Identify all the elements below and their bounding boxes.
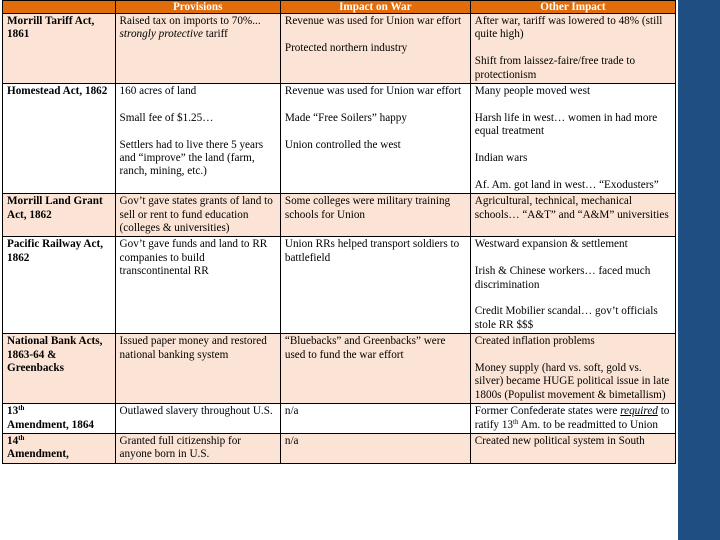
provisions-cell: Raised tax on imports to 70%... strongly protective tariff	[115, 14, 280, 84]
provisions-cell: 160 acres of land Small fee of $1.25… Settlers had to live there 5 years and “improve” the land (farm, ranch, mining, etc.)	[115, 84, 280, 194]
header-impact-on-war: Impact on War	[280, 1, 470, 14]
emphasis-required: required	[620, 405, 658, 418]
provisions-cell: Issued paper money and restored national banking system	[115, 334, 280, 404]
other-impact-cell: Agricultural, technical, mechanical schools… “A&T” and “A&M” universities	[470, 194, 675, 237]
header-law	[3, 1, 116, 14]
table-row	[3, 194, 676, 237]
table-row	[3, 14, 676, 84]
header-other-impact: Other Impact	[470, 1, 675, 14]
war-impact-cell: n/a	[280, 404, 470, 434]
war-impact-cell: Revenue was used for Union war effort Made “Free Soilers” happy Union controlled the west	[280, 84, 470, 194]
law-name: Morrill Land Grant Act, 1862	[3, 194, 116, 237]
war-impact-cell: n/a	[280, 434, 470, 464]
other-impact-cell: Created inflation problems Money supply (hard vs. soft, gold vs. silver) became HUGE political issue in late 1800s (Populist movement & bimetallism)	[470, 334, 675, 404]
slide-side-bar	[678, 0, 720, 540]
war-impact-cell: “Bluebacks” and Greenbacks” were used to fund the war effort	[280, 334, 470, 404]
provisions-cell: Gov’t gave states grants of land to sell or rent to fund education (colleges & universities)	[115, 194, 280, 237]
provisions-cell: Outlawed slavery throughout U.S.	[115, 404, 280, 434]
table-row	[3, 404, 676, 434]
law-name: National Bank Acts, 1863-64 & Greenbacks	[3, 334, 116, 404]
law-name: 13th Amendment, 1864	[3, 404, 116, 434]
header-row	[3, 1, 676, 14]
table-row	[3, 434, 676, 464]
header-provisions: Provisions	[115, 1, 280, 14]
table-row	[3, 334, 676, 404]
law-name: Pacific Railway Act, 1862	[3, 237, 116, 334]
war-impact-cell: Some colleges were military training schools for Union	[280, 194, 470, 237]
other-impact-cell: Former Confederate states were required to ratify 13th Am. to be readmitted to Union	[470, 404, 675, 434]
other-impact-cell: Westward expansion & settlement Irish & Chinese workers… faced much discrimination Credit Mobilier scandal… gov’t officials stole RR $$$	[470, 237, 675, 334]
war-impact-cell: Union RRs helped transport soldiers to battlefield	[280, 237, 470, 334]
provisions-cell: Granted full citizenship for anyone born in U.S.	[115, 434, 280, 464]
law-name: 14th Amendment,	[3, 434, 116, 464]
law-name: Morrill Tariff Act, 1861	[3, 14, 116, 84]
table-row	[3, 237, 676, 334]
other-impact-cell: After war, tariff was lowered to 48% (still quite high) Shift from laissez-faire/free trade to protectionism	[470, 14, 675, 84]
other-impact-cell: Many people moved west Harsh life in west… women in had more equal treatment Indian wars Af. Am. got land in west… “Exodusters”	[470, 84, 675, 194]
war-impact-cell: Revenue was used for Union war effort Protected northern industry	[280, 14, 470, 84]
law-name: Homestead Act, 1862	[3, 84, 116, 194]
other-impact-cell: Created new political system in South	[470, 434, 675, 464]
table-row	[3, 84, 676, 194]
provisions-cell: Gov’t gave funds and land to RR companies to build transcontinental RR	[115, 237, 280, 334]
reconstruction-laws-table	[2, 0, 676, 464]
